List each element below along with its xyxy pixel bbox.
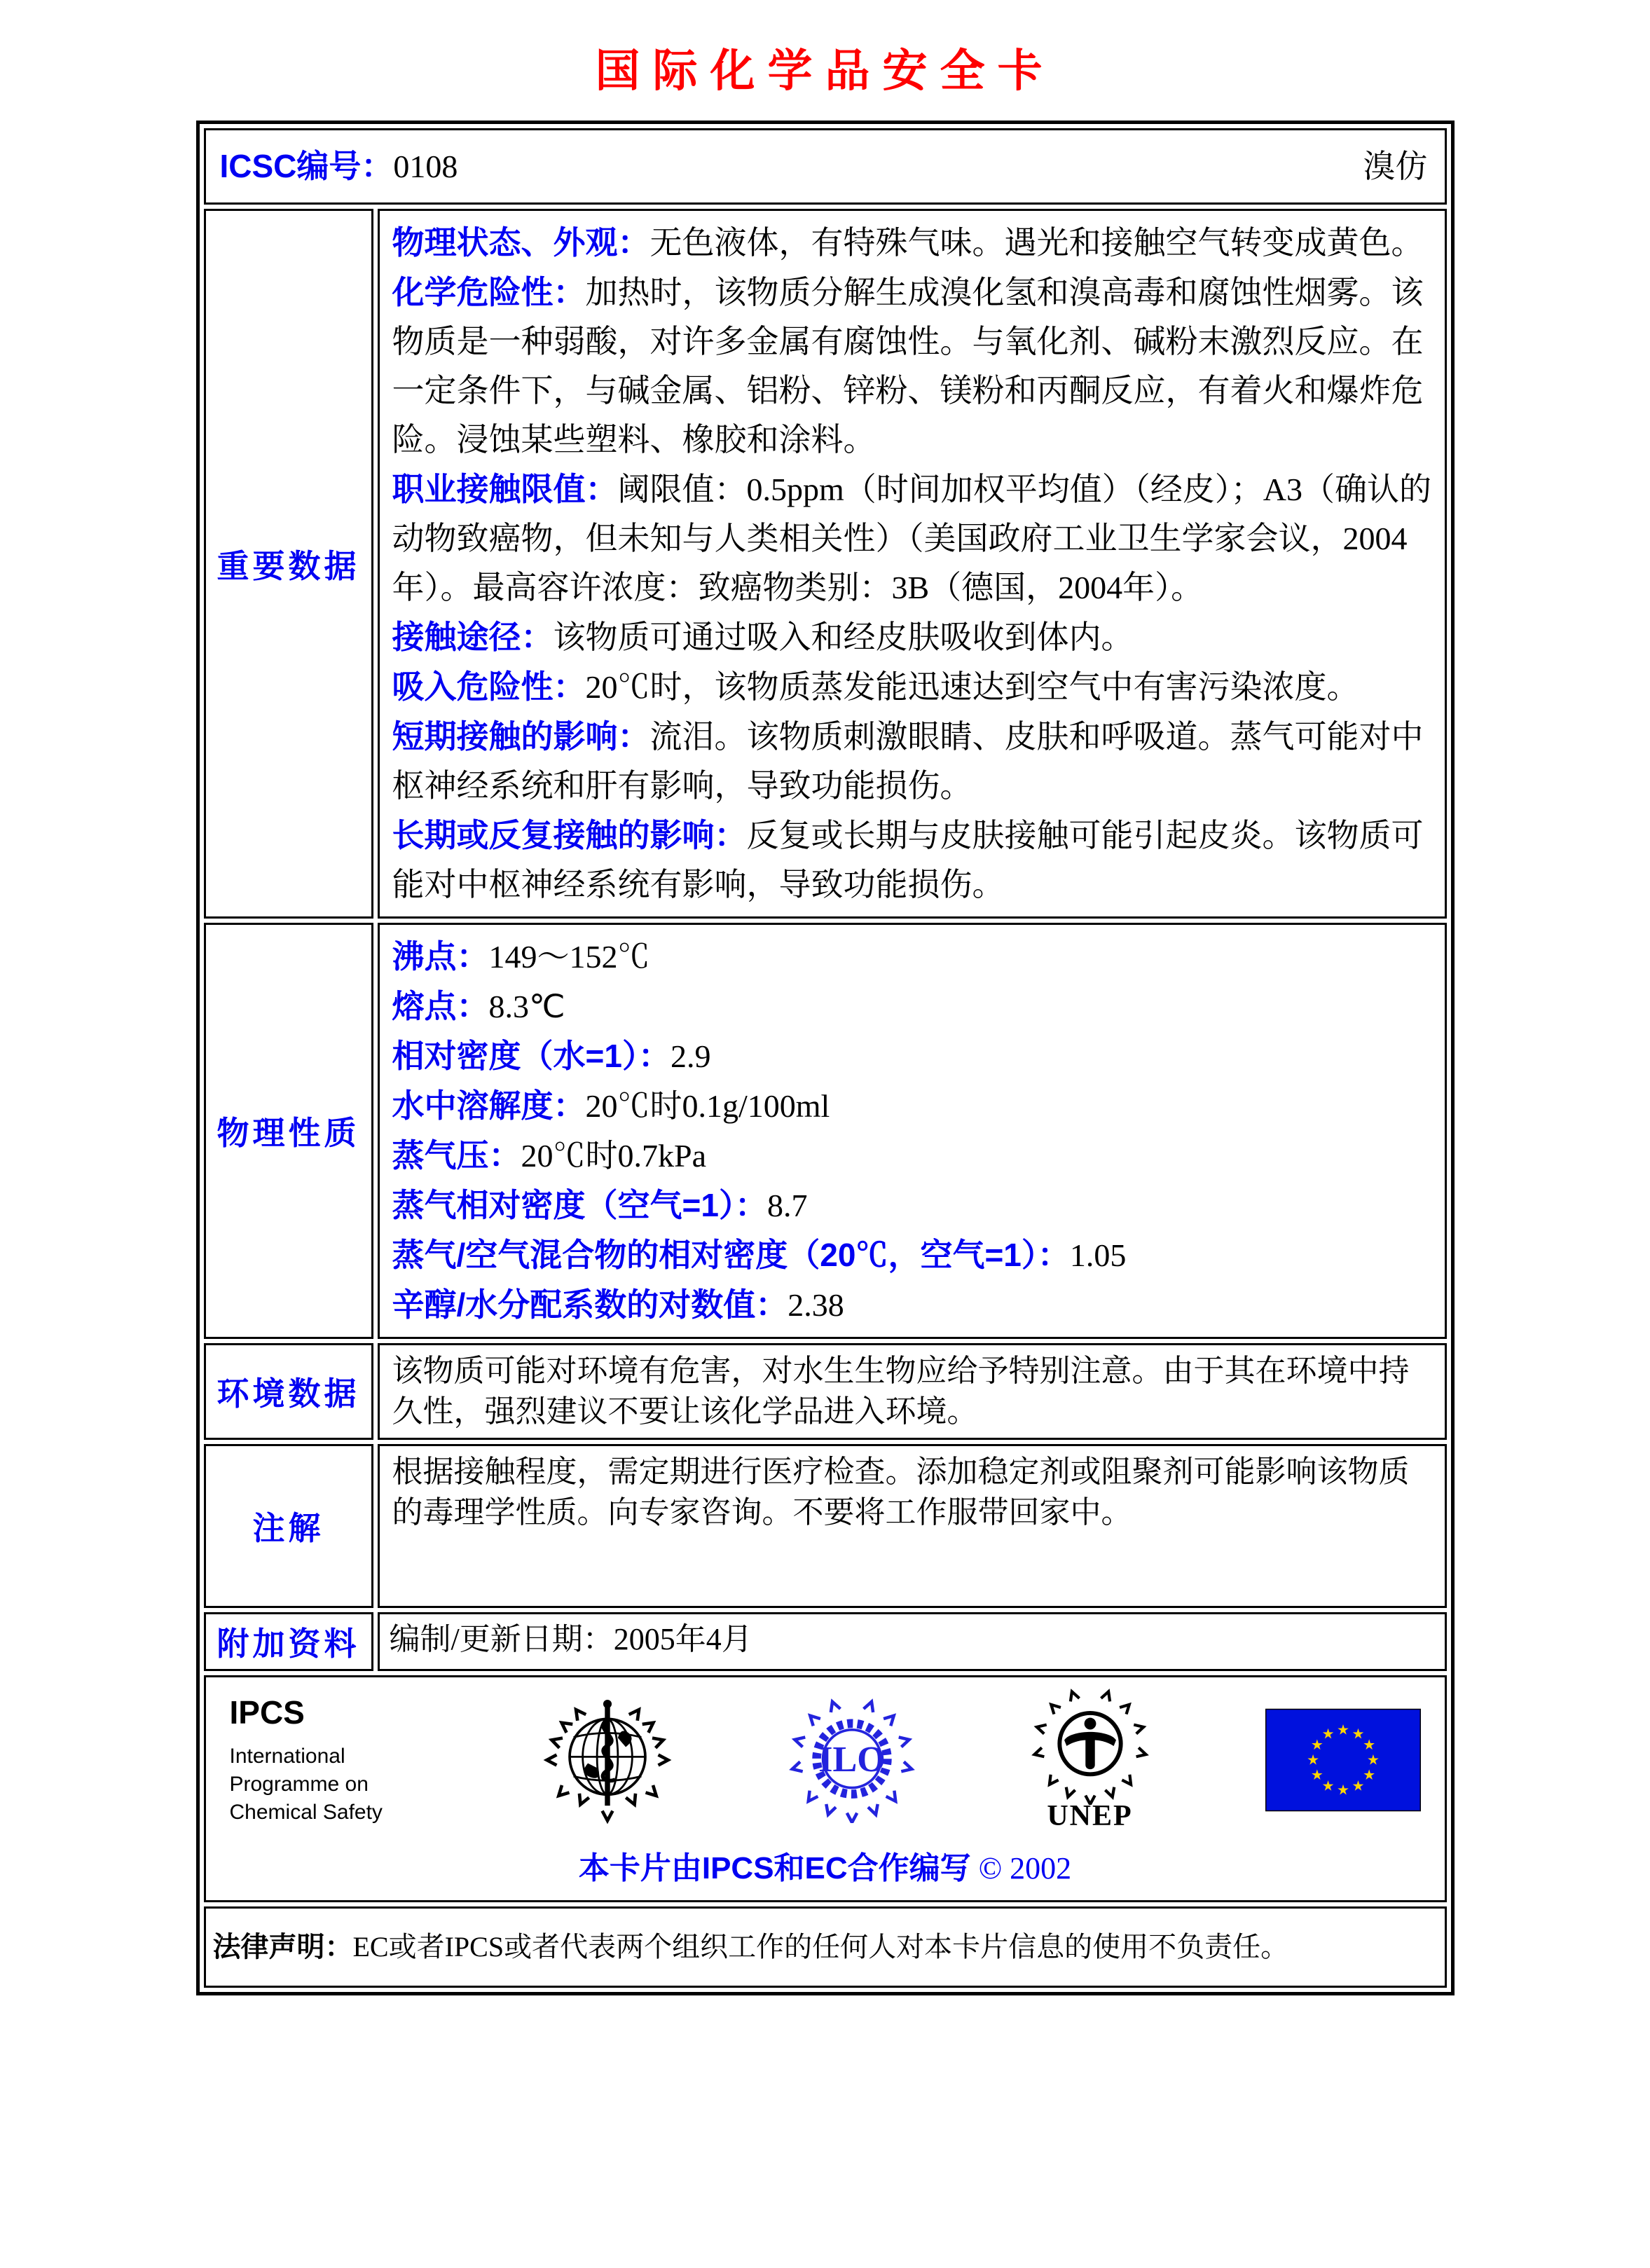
page-title: 国际化学品安全卡 — [595, 46, 1055, 96]
logos-row — [204, 1675, 1447, 1902]
field-label: 化学危险性： — [392, 274, 586, 310]
legal-text: EC或者IPCS或者代表两个组织工作的任何人对本卡片信息的使用不负责任。 — [352, 1931, 1289, 1963]
field-text: 2.38 — [788, 1287, 844, 1323]
physical-item-boiling-point — [392, 932, 1432, 982]
section-label-text: 环境数据 — [216, 1375, 360, 1412]
field-text: 20℃时0.7kPa — [521, 1138, 706, 1174]
section-label-notes — [204, 1444, 373, 1608]
update-date-value: 2005年4月 — [613, 1622, 752, 1656]
update-date-label: 编制/更新日期： — [389, 1622, 614, 1656]
section-label-additional-info — [204, 1612, 373, 1671]
field-label: 熔点： — [392, 988, 489, 1024]
important-item-exposure-routes — [392, 612, 1432, 662]
field-text: 149～152℃ — [488, 939, 650, 975]
field-text: 1.05 — [1069, 1237, 1127, 1273]
section-content-additional-info — [378, 1612, 1447, 1671]
important-data-row — [204, 209, 1447, 919]
section-content-important-data — [378, 209, 1447, 919]
field-text: 该物质可通过吸入和经皮肤吸收到体内。 — [553, 619, 1134, 655]
field-text: 加热时，该物质分解生成溴化氢和溴高毒和腐蚀性烟雾。该物质是一种弱酸，对许多金属有腐蚀性。与氧化剂、碱粉末激烈反应。在一定条件下，与碱金属、铝粉、锌粉、镁粉和丙酮反应，有着火和爆炸危险。浸蚀某些塑料、橡胶和涂料。 — [392, 275, 1424, 458]
icsc-number-value: 0108 — [393, 149, 458, 184]
section-label-physical-properties — [204, 923, 373, 1339]
field-label: 蒸气/空气混合物的相对密度（20℃，空气=1）： — [392, 1237, 1070, 1273]
physical-item-melting-point — [392, 982, 1432, 1031]
important-item-long-term-effects — [392, 811, 1432, 909]
physical-item-vapor-air-density — [392, 1230, 1432, 1280]
section-content-environmental-data — [378, 1343, 1447, 1440]
ipcs-title: IPCS — [229, 1694, 305, 1731]
physical-item-vapor-pressure — [392, 1131, 1432, 1181]
icsc-header-row — [204, 128, 1447, 205]
environmental-data-row — [204, 1343, 1447, 1440]
field-text: 20℃时，该物质蒸发能迅速达到空气中有害污染浓度。 — [585, 669, 1359, 705]
physical-item-water-solubility — [392, 1081, 1432, 1131]
important-item-chemical-danger — [392, 268, 1432, 465]
section-content-physical-properties — [378, 923, 1447, 1339]
section-label-environmental-data — [204, 1343, 373, 1440]
ipcs-subtitle-line: International — [229, 1745, 345, 1768]
icsc-number-label: ICSC编号： — [219, 148, 394, 184]
ipcs-subtitle-line: Chemical Safety — [229, 1801, 383, 1824]
field-label: 物理状态、外观： — [392, 224, 650, 261]
legal-row — [204, 1906, 1447, 1988]
field-text: 阈限值：0.5ppm（时间加权平均值）（经皮）；A3（确认的动物致癌物，但未知与人类相关性）（美国政府工业卫生学家会议，2004年）。最高容许浓度：致癌物类别：3B（德国，2004年）。 — [392, 472, 1431, 605]
icsc-document-page — [0, 35, 1650, 2268]
ipcs-subtitle-line: Programme on — [229, 1773, 369, 1796]
physical-item-octanol-water — [392, 1280, 1432, 1330]
field-label: 蒸气相对密度（空气=1）： — [392, 1187, 767, 1223]
chemical-name: 溴仿 — [1363, 149, 1428, 184]
field-text: 8.7 — [766, 1188, 808, 1223]
who-logo-icon — [542, 1695, 673, 1825]
credit-year: © 2002 — [978, 1851, 1072, 1885]
important-item-physical-state — [392, 218, 1432, 268]
field-text: 2.9 — [670, 1038, 711, 1074]
field-label: 接触途径： — [392, 619, 554, 655]
notes-row — [204, 1444, 1447, 1608]
field-label: 水中溶解度： — [392, 1087, 586, 1124]
section-label-text: 注解 — [252, 1510, 324, 1546]
field-label: 辛醇/水分配系数的对数值： — [392, 1286, 788, 1323]
field-text: 反复或长期与皮肤接触可能引起皮炎。该物质可能对中枢神经系统有影响，导致功能损伤。 — [392, 818, 1424, 902]
logos-cell — [204, 1675, 1447, 1902]
important-item-inhalation-risk — [392, 662, 1432, 712]
physical-item-relative-density — [392, 1031, 1432, 1081]
field-text: 20℃时0.1g/100ml — [585, 1088, 830, 1124]
unep-letters: UNEP — [1047, 1800, 1133, 1832]
field-label: 沸点： — [392, 938, 489, 975]
additional-info-row — [204, 1612, 1447, 1671]
important-item-exposure-limits — [392, 465, 1432, 612]
important-item-short-term-effects — [392, 712, 1432, 811]
icsc-number-group — [220, 147, 458, 186]
legal-cell — [204, 1906, 1447, 1988]
field-text: 无色液体，有特殊气味。遇光和接触空气转变成黄色。 — [649, 225, 1424, 261]
icsc-card-table — [196, 121, 1455, 1995]
field-label: 蒸气压： — [392, 1137, 521, 1174]
physical-item-vapor-density — [392, 1181, 1432, 1230]
unep-logo-icon — [1031, 1687, 1149, 1805]
section-label-important-data — [204, 209, 373, 919]
ilo-letters: ILO — [818, 1739, 886, 1780]
field-text: 流泪。该物质刺激眼睛、皮肤和呼吸道。蒸气可能对中枢神经系统和肝有影响，导致功能损伤。 — [392, 719, 1424, 804]
physical-properties-row — [204, 923, 1447, 1339]
eu-flag-icon — [1265, 1708, 1421, 1812]
legal-label: 法律声明： — [212, 1932, 353, 1963]
section-label-text: 附加资料 — [216, 1626, 360, 1662]
environment-text: 该物质可能对环境有危害，对水生生物应给予特别注意。由于其在环境中持久性，强烈建议不要让该化学品进入环境。 — [392, 1354, 1410, 1429]
field-text: 8.3℃ — [488, 989, 565, 1024]
field-label: 吸入危险性： — [392, 668, 586, 705]
ipcs-text-block — [230, 1693, 426, 1827]
field-label: 短期接触的影响： — [392, 718, 650, 755]
unep-logo-block — [1031, 1687, 1149, 1833]
credit-text: 本卡片由IPCS和EC合作编写 — [578, 1851, 971, 1885]
section-label-text: 物理性质 — [216, 1115, 360, 1151]
icsc-header-cell — [204, 128, 1447, 205]
field-label: 相对密度（水=1）： — [392, 1038, 671, 1074]
section-label-text: 重要数据 — [216, 547, 360, 584]
credit-line — [230, 1843, 1421, 1888]
ilo-logo-icon — [789, 1697, 915, 1823]
notes-text: 根据接触程度，需定期进行医疗检查。添加稳定剂或阻聚剂可能影响该物质的毒理学性质。向专家咨询。不要将工作服带回家中。 — [392, 1455, 1410, 1530]
section-content-notes — [378, 1444, 1447, 1608]
field-label: 职业接触限值： — [392, 471, 618, 507]
field-label: 长期或反复接触的影响： — [392, 817, 747, 853]
